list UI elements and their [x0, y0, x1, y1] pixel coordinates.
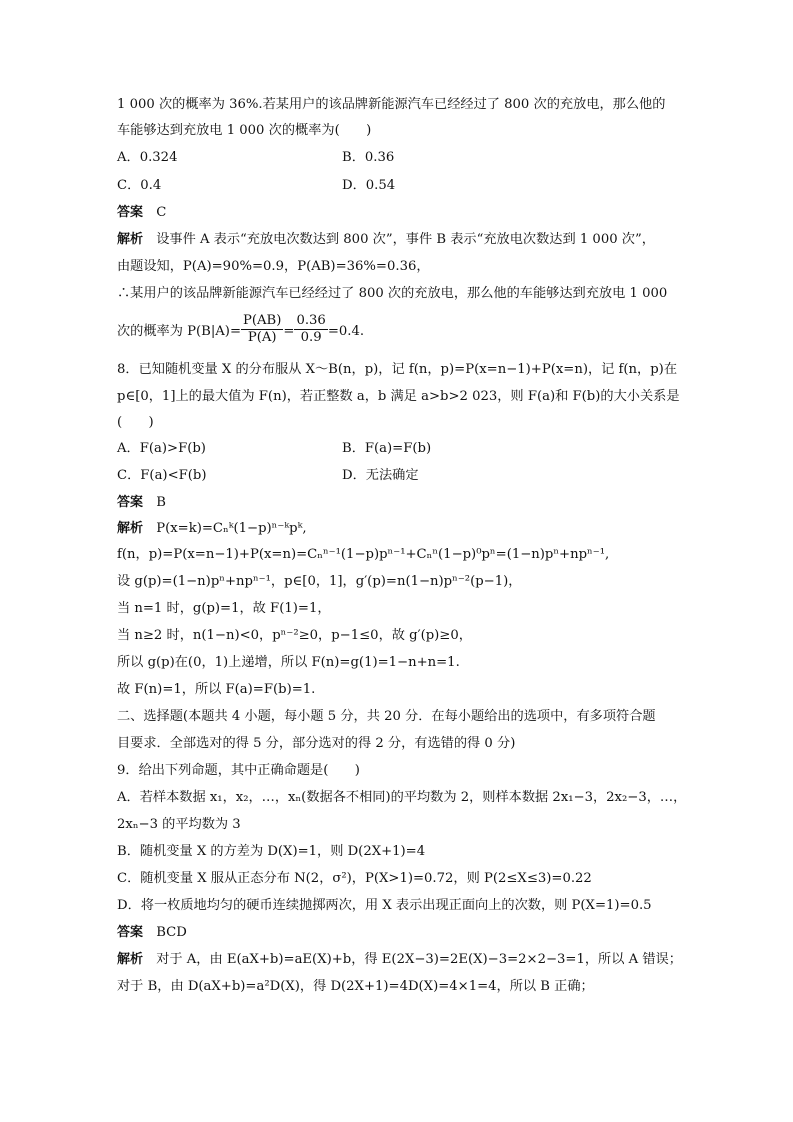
section2-heading-line2: 目要求．全部选对的得 5 分，部分选对的得 2 分，有选错的得 0 分) [117, 736, 516, 751]
q9-option-d: D．将一枚质地均匀的硬币连续抛掷两次，用 X 表示出现正面向上的次数，则 P(X=1)=0.5 [117, 898, 652, 913]
q9-option-a-line2: 2xₙ−3 的平均数为 3 [117, 817, 241, 832]
answer-label: 答案 [117, 925, 144, 940]
q8-option-d: D．无法确定 [342, 468, 419, 483]
q7-option-a: A．0.324 [117, 150, 178, 165]
answer-value: C [156, 205, 167, 220]
q7-option-d: D．0.54 [342, 178, 396, 193]
q7-stem-line2: 车能够达到充放电 1 000 次的概率为( ) [117, 123, 372, 138]
q8-option-a: A．F(a)>F(b) [117, 441, 206, 456]
q7-option-c: C．0.4 [117, 178, 162, 193]
q9-option-c: C．随机变量 X 服从正态分布 N(2，σ²)，P(X>1)=0.72，则 P(2≤X≤3)=0.22 [117, 871, 592, 886]
answer-label: 答案 [117, 205, 144, 220]
q7-answer [117, 204, 166, 222]
q7-stem-line1: 1 000 次的概率为 36%.若某用户的该品牌新能源汽车已经经过了 800 次的充放电，那么他的 [117, 97, 666, 112]
q8-analysis-line6: 所以 g(p)在(0，1)上递增，所以 F(n)=g(1)=1−n+n=1. [117, 655, 460, 670]
q7-analysis-line1: 解析 设事件 A 表示“充放电次数达到 800 次”，事件 B 表示“充放电次数达到 1 000 次”， [117, 232, 655, 247]
q9-analysis-line2: 对于 B，由 D(aX+b)=a²D(X)，得 D(2X+1)=4D(X)=4×1=4，所以 B 正确； [117, 979, 594, 994]
q8-answer [117, 494, 166, 512]
q9-option-a-line1: A．若样本数据 x₁，x₂，…，xₙ(数据各不相同)的平均数为 2，则样本数据 2x₁−3，2x₂−3，…， [117, 790, 687, 805]
q8-analysis-line7: 故 F(n)=1，所以 F(a)=F(b)=1. [117, 682, 316, 697]
q9-stem: 9．给出下列命题，其中正确命题是( ) [117, 763, 360, 778]
section2-heading-line1: 二、选择题(本题共 4 小题，每小题 5 分，共 20 分．在每小题给出的选项中，有多项符合题 [117, 709, 656, 724]
analysis-label: 解析 [117, 952, 144, 967]
answer-value: B [156, 495, 166, 510]
q8-analysis-line2: f(n，p)=P(x=n−1)+P(x=n)=Cₙⁿ⁻¹(1−p)pⁿ⁻¹+Cₙⁿ(1−p)⁰pⁿ=(1−n)pⁿ+npⁿ⁻¹, [117, 547, 610, 562]
q8-analysis-line3: 设 g(p)=(1−n)pⁿ+npⁿ⁻¹，p∈[0，1]，g′(p)=n(1−n)pⁿ⁻²(p−1)， [117, 574, 522, 589]
q9-analysis-line1: 解析 对于 A，由 E(aX+b)=aE(X)+b，得 E(2X−3)=2E(X)−3=2×2−3=1，所以 A 错误； [117, 952, 682, 967]
fraction-pab-over-pa: $\frac{P(AB)}{P(A)}$ [243, 313, 282, 345]
answer-value: BCD [156, 925, 187, 940]
analysis-label: 解析 [117, 232, 144, 247]
q8-option-c: C．F(a)<F(b) [117, 468, 207, 483]
q8-stem-line3: ( ) [117, 415, 154, 430]
q8-analysis-line5: 当 n≥2 时，n(1−n)<0，pⁿ⁻²≥0，p−1≤0，故 g′(p)≥0， [117, 628, 472, 643]
q7-analysis-line3: ∴某用户的该品牌新能源汽车已经经过了 800 次的充放电，那么他的车能够达到充放电 1 000 [117, 286, 668, 301]
q7-analysis-line2: 由题设知，P(A)=90%=0.9，P(AB)=36%=0.36， [117, 259, 430, 274]
q8-option-b: B．F(a)=F(b) [342, 441, 432, 456]
q9-option-b: B．随机变量 X 的方差为 D(X)=1，则 D(2X+1)=4 [117, 844, 426, 859]
q8-analysis-line1: 解析 P(x=k)=Cₙᵏ(1−p)ⁿ⁻ᵏpᵏ, [117, 521, 307, 536]
fraction-036-over-09: $\frac{0.36}{0.9}$ [296, 313, 326, 345]
analysis-label: 解析 [117, 521, 144, 536]
q8-stem-line1: 8．已知随机变量 X 的分布服从 X～B(n，p)，记 f(n，p)=P(x=n−1)+P(x=n)，记 f(n，p)在 [117, 362, 678, 377]
q7-analysis-line4: 次的概率为 P(B|A)= $\frac{P(AB)}{P(A)}$ = $\frac{0.36}{0.9}$ =0.4. [117, 313, 365, 345]
q8-analysis-line4: 当 n=1 时，g(p)=1，故 F(1)=1， [117, 601, 331, 616]
answer-label: 答案 [117, 495, 144, 510]
q9-answer [117, 924, 187, 942]
q8-stem-line2: p∈[0，1]上的最大值为 F(n)，若正整数 a，b 满足 a>b>2 023，则 F(a)和 F(b)的大小关系是 [117, 389, 680, 404]
q7-option-b: B．0.36 [342, 150, 395, 165]
